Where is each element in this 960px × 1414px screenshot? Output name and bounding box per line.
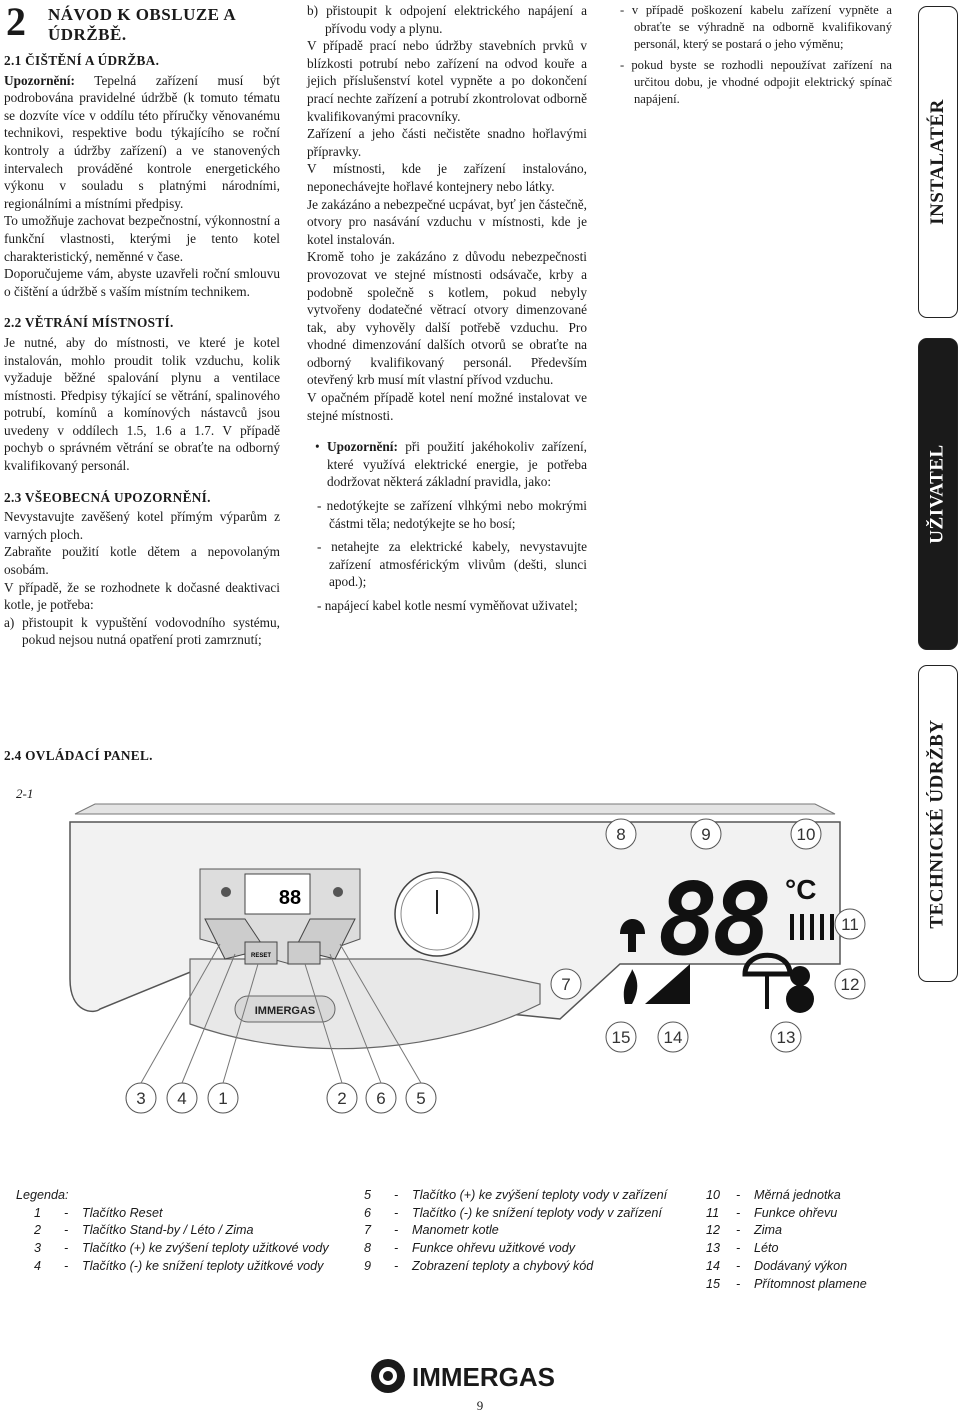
- callout-5: 5: [416, 1089, 426, 1108]
- list-item: a) přistoupit k vypuštění vodovodního systému, pokud nejsou nutná opatření proti zamrznutí;: [4, 614, 280, 648]
- figure-label: 2-1: [16, 786, 34, 801]
- legend-column-1: [16, 1187, 329, 1276]
- dhw-tap-stem: [628, 934, 636, 952]
- tab-user: [918, 338, 958, 650]
- list-item: - v případě poškození kabelu zařízení vypněte a obraťte se výhradně na odborně kvalifikovaný personál, který se postará o jeho výměnu;: [620, 3, 892, 51]
- tap-icon: [221, 887, 231, 897]
- callout-7: 7: [561, 975, 571, 994]
- callout-14: 14: [663, 1028, 683, 1047]
- callout-4: 4: [177, 1089, 187, 1108]
- warning-label: Upozornění:: [4, 72, 75, 88]
- callout-12: 12: [840, 975, 860, 994]
- paragraph: Kromě toho je zakázáno z důvodu nebezpečnosti provozovat ve stejné místnosti odsávače, krby a podobně společně s kotlem, pokud nebyly vytvořeny dodatečné větrací otvory dimenzované tak, aby vyhověly další potřebě vzduchu. Pro vhodné dimenzování dalších otvorů se obraťte na odborný kvalifikovaný personál. Především otevřený krb musí mít vlastní přívod vzduchu.: [307, 249, 587, 388]
- paragraph: V opačném případě kotel není možné instalovat ve stejné místnosti.: [307, 390, 587, 423]
- warning-text: při použití jakéhokoliv zařízení, které využívá elektrické energie, je potřeba dodržovat některá základní pravidla, jako:: [327, 439, 587, 490]
- heading-2-3: 2.3 VŠEOBECNÁ UPOZORNĚNÍ.: [4, 489, 211, 505]
- list-item: - netahejte za elektrické kabely, nevystavujte zařízení atmosférickým vlivům (dešti, slunci apod.);: [317, 539, 587, 590]
- legend-item: 14 - Dodávaný výkon: [706, 1258, 848, 1273]
- paragraph: V místnosti, kde je zařízení instalováno, neponechávejte hořlavé kontejnery nebo látky.: [307, 161, 587, 194]
- heading-2-4: 2.4 OVLÁDACÍ PANEL.: [4, 748, 153, 763]
- callout-3: 3: [136, 1089, 146, 1108]
- control-panel-diagram: [0, 764, 912, 1164]
- list-item: - pokud byste se rozhodli nepoužívat zařízení na určitou dobu, je vhodné odpojit elektrický spínač napájení.: [620, 58, 892, 106]
- paragraph: Zabraňte použití kotle dětem a nepovolaným osobám.: [4, 544, 280, 578]
- legend-title: Legenda:: [16, 1188, 69, 1202]
- flame-icon: [624, 969, 637, 1004]
- legend-item: 11 - Funkce ohřevu: [706, 1205, 838, 1220]
- legend-item: 3 - Tlačítko (+) ke zvýšení teploty užitkové vody: [34, 1241, 329, 1256]
- legend-item: 1 - Tlačítko Reset: [34, 1205, 163, 1220]
- legend-item: 6 - Tlačítko (-) ke snížení teploty vody v zařízení: [364, 1205, 662, 1220]
- tab-user-label: UŽIVATEL: [927, 444, 949, 544]
- list-item: - nedotýkejte se zařízení vlhkými nebo mokrými částmi těla; nedotýkejte se ho bosí;: [317, 498, 587, 531]
- section-number: 2: [6, 0, 26, 44]
- warning-text: Tepelná zařízení musí být podrobována pravidelné údržbě (k tomuto tématu se dozvíte více v oddílu této příručky věnovanému technikovi, respektive bodu týkajícího se roční kontroly a údržby zařízení) a ve stanovených intervalech prováděné kontrole energetického výkonu v souladu s platnými národními, regionálními a místními předpisy.: [4, 72, 280, 211]
- legend-item: 10 - Měrná jednotka: [706, 1188, 841, 1202]
- lcd-digits: 88: [657, 861, 767, 978]
- snowman-head-icon: [790, 966, 810, 986]
- legend-item: 5 - Tlačítko (+) ke zvýšení teploty vody v zařízení: [364, 1188, 668, 1202]
- paragraph: Zařízení a jeho části nečistěte snadno hořlavými přípravky.: [307, 126, 587, 159]
- section-title: NÁVOD K OBSLUZE A ÚDRŽBĚ.: [48, 5, 236, 44]
- callout-2: 2: [337, 1089, 347, 1108]
- paragraph: Je nutné, aby do místnosti, ve které je kotel instalován, mohlo proudit tolik vzduchu, kolik vyžaduje běžné spalování plynu a ventilace místnosti. Předpisy týkající se větrání, spalinového potrubí, komínů a komínových nástavců jsou uvedeny v oddílech 1.5, 1.6 a 1.7. V případě pochyb o správném větrání se obraťte na odborný kvalifikovaný personál.: [4, 334, 280, 474]
- column-1: [4, 52, 280, 649]
- tab-technical-maintenance: [918, 665, 958, 982]
- warning-label: Upozornění:: [326, 439, 398, 455]
- callout-10: 10: [796, 825, 816, 844]
- column-3: [620, 2, 892, 108]
- list-item: - napájecí kabel kotle nesmí vyměňovat uživatel;: [317, 598, 578, 613]
- reset-button-label: RESET: [250, 953, 272, 959]
- heading-2-1: 2.1 ČIŠTĚNÍ A ÚDRŽBA.: [4, 53, 160, 68]
- legend-item: 15 - Přítomnost plamene: [706, 1276, 867, 1291]
- button-cluster: [200, 869, 360, 964]
- heading-2-2: 2.2 VĚTRÁNÍ MÍSTNOSTÍ.: [4, 315, 174, 331]
- warning-paragraph: • Upozornění: při použití jakéhokoliv zařízení, které využívá elektrické energie, je potřeba dodržovat některá základní pravidla, jako:: [315, 439, 587, 490]
- tab-tech-label: TECHNICKÉ ÚDRŽBY: [927, 718, 948, 929]
- immergas-logo: [368, 1356, 555, 1396]
- paragraph: Doporučujeme vám, abyste uzavřeli roční smlouvu o čištění a údržbě s vaším místním technikem.: [4, 266, 280, 299]
- callout-8: 8: [616, 825, 626, 844]
- logo-wordmark: IMMERGAS: [412, 1362, 555, 1392]
- snowman-body-icon: [786, 985, 814, 1013]
- callout-1: 1: [218, 1089, 228, 1108]
- mini-display-digits: 88: [278, 887, 302, 909]
- paragraph: V případě, že se rozhodnete k dočasné deaktivaci kotle, je potřeba:: [4, 579, 280, 613]
- callout-15: 15: [611, 1028, 631, 1047]
- radiator-icon: [333, 887, 343, 897]
- paragraph: V případě prací nebo údržby stavebních prvků v blízkosti potrubí nebo zařízení na odvod kouře a jejich příslušenství kotel vypněte a po dokončení prací nechte zařízení a potrubí zkontrolovat odborně kvalifikovanými pracovníky.: [307, 38, 587, 124]
- paragraph: Nevystavujte zavěšený kotel přímým výparům z varných ploch.: [4, 509, 280, 542]
- unit-celsius: °C: [785, 874, 817, 905]
- callout-6: 6: [376, 1089, 386, 1108]
- legend-item: 2 - Tlačítko Stand-by / Léto / Zima: [34, 1223, 254, 1238]
- standby-button[interactable]: [288, 942, 320, 964]
- column-2: [307, 2, 587, 615]
- legend-item: 9 - Zobrazení teploty a chybový kód: [364, 1258, 594, 1273]
- paragraph: To umožňuje zachovat bezpečnostní, výkonnostní a funkční vlastnosti, kterými je tento kotel charakteristický, neměnné v čase.: [4, 213, 280, 264]
- list-item: b) přistoupit k odpojení elektrického napájení a přívodu vody a plynu.: [307, 3, 587, 36]
- legend-item: 8 - Funkce ohřevu užitkové vody: [364, 1241, 576, 1256]
- callout-11: 11: [841, 915, 859, 934]
- legend-item: 13 - Léto: [706, 1241, 779, 1256]
- legend-item: 7 - Manometr kotle: [364, 1223, 499, 1238]
- tab-installer: [918, 6, 958, 318]
- brand-badge-text: IMMERGAS: [254, 1005, 316, 1017]
- legend-item: 4 - Tlačítko (-) ke snížení teploty užitkové vody: [34, 1258, 324, 1273]
- panel-top-bevel: [75, 804, 835, 814]
- callout-13: 13: [776, 1028, 796, 1047]
- page-number: 9: [476, 1398, 484, 1413]
- paragraph: Je zakázáno a nebezpečné ucpávat, byť jen částečně, otvory pro nasávání vzduchu v místnosti, kde je kotel instalován.: [307, 196, 587, 247]
- tab-installer-label: INSTALATÉR: [927, 99, 948, 225]
- legend-column-2: [364, 1187, 667, 1276]
- warning-paragraph: [4, 72, 280, 213]
- callout-9: 9: [701, 825, 711, 844]
- legend-item: 12 - Zima: [706, 1223, 782, 1238]
- legend-column-3: [706, 1187, 867, 1293]
